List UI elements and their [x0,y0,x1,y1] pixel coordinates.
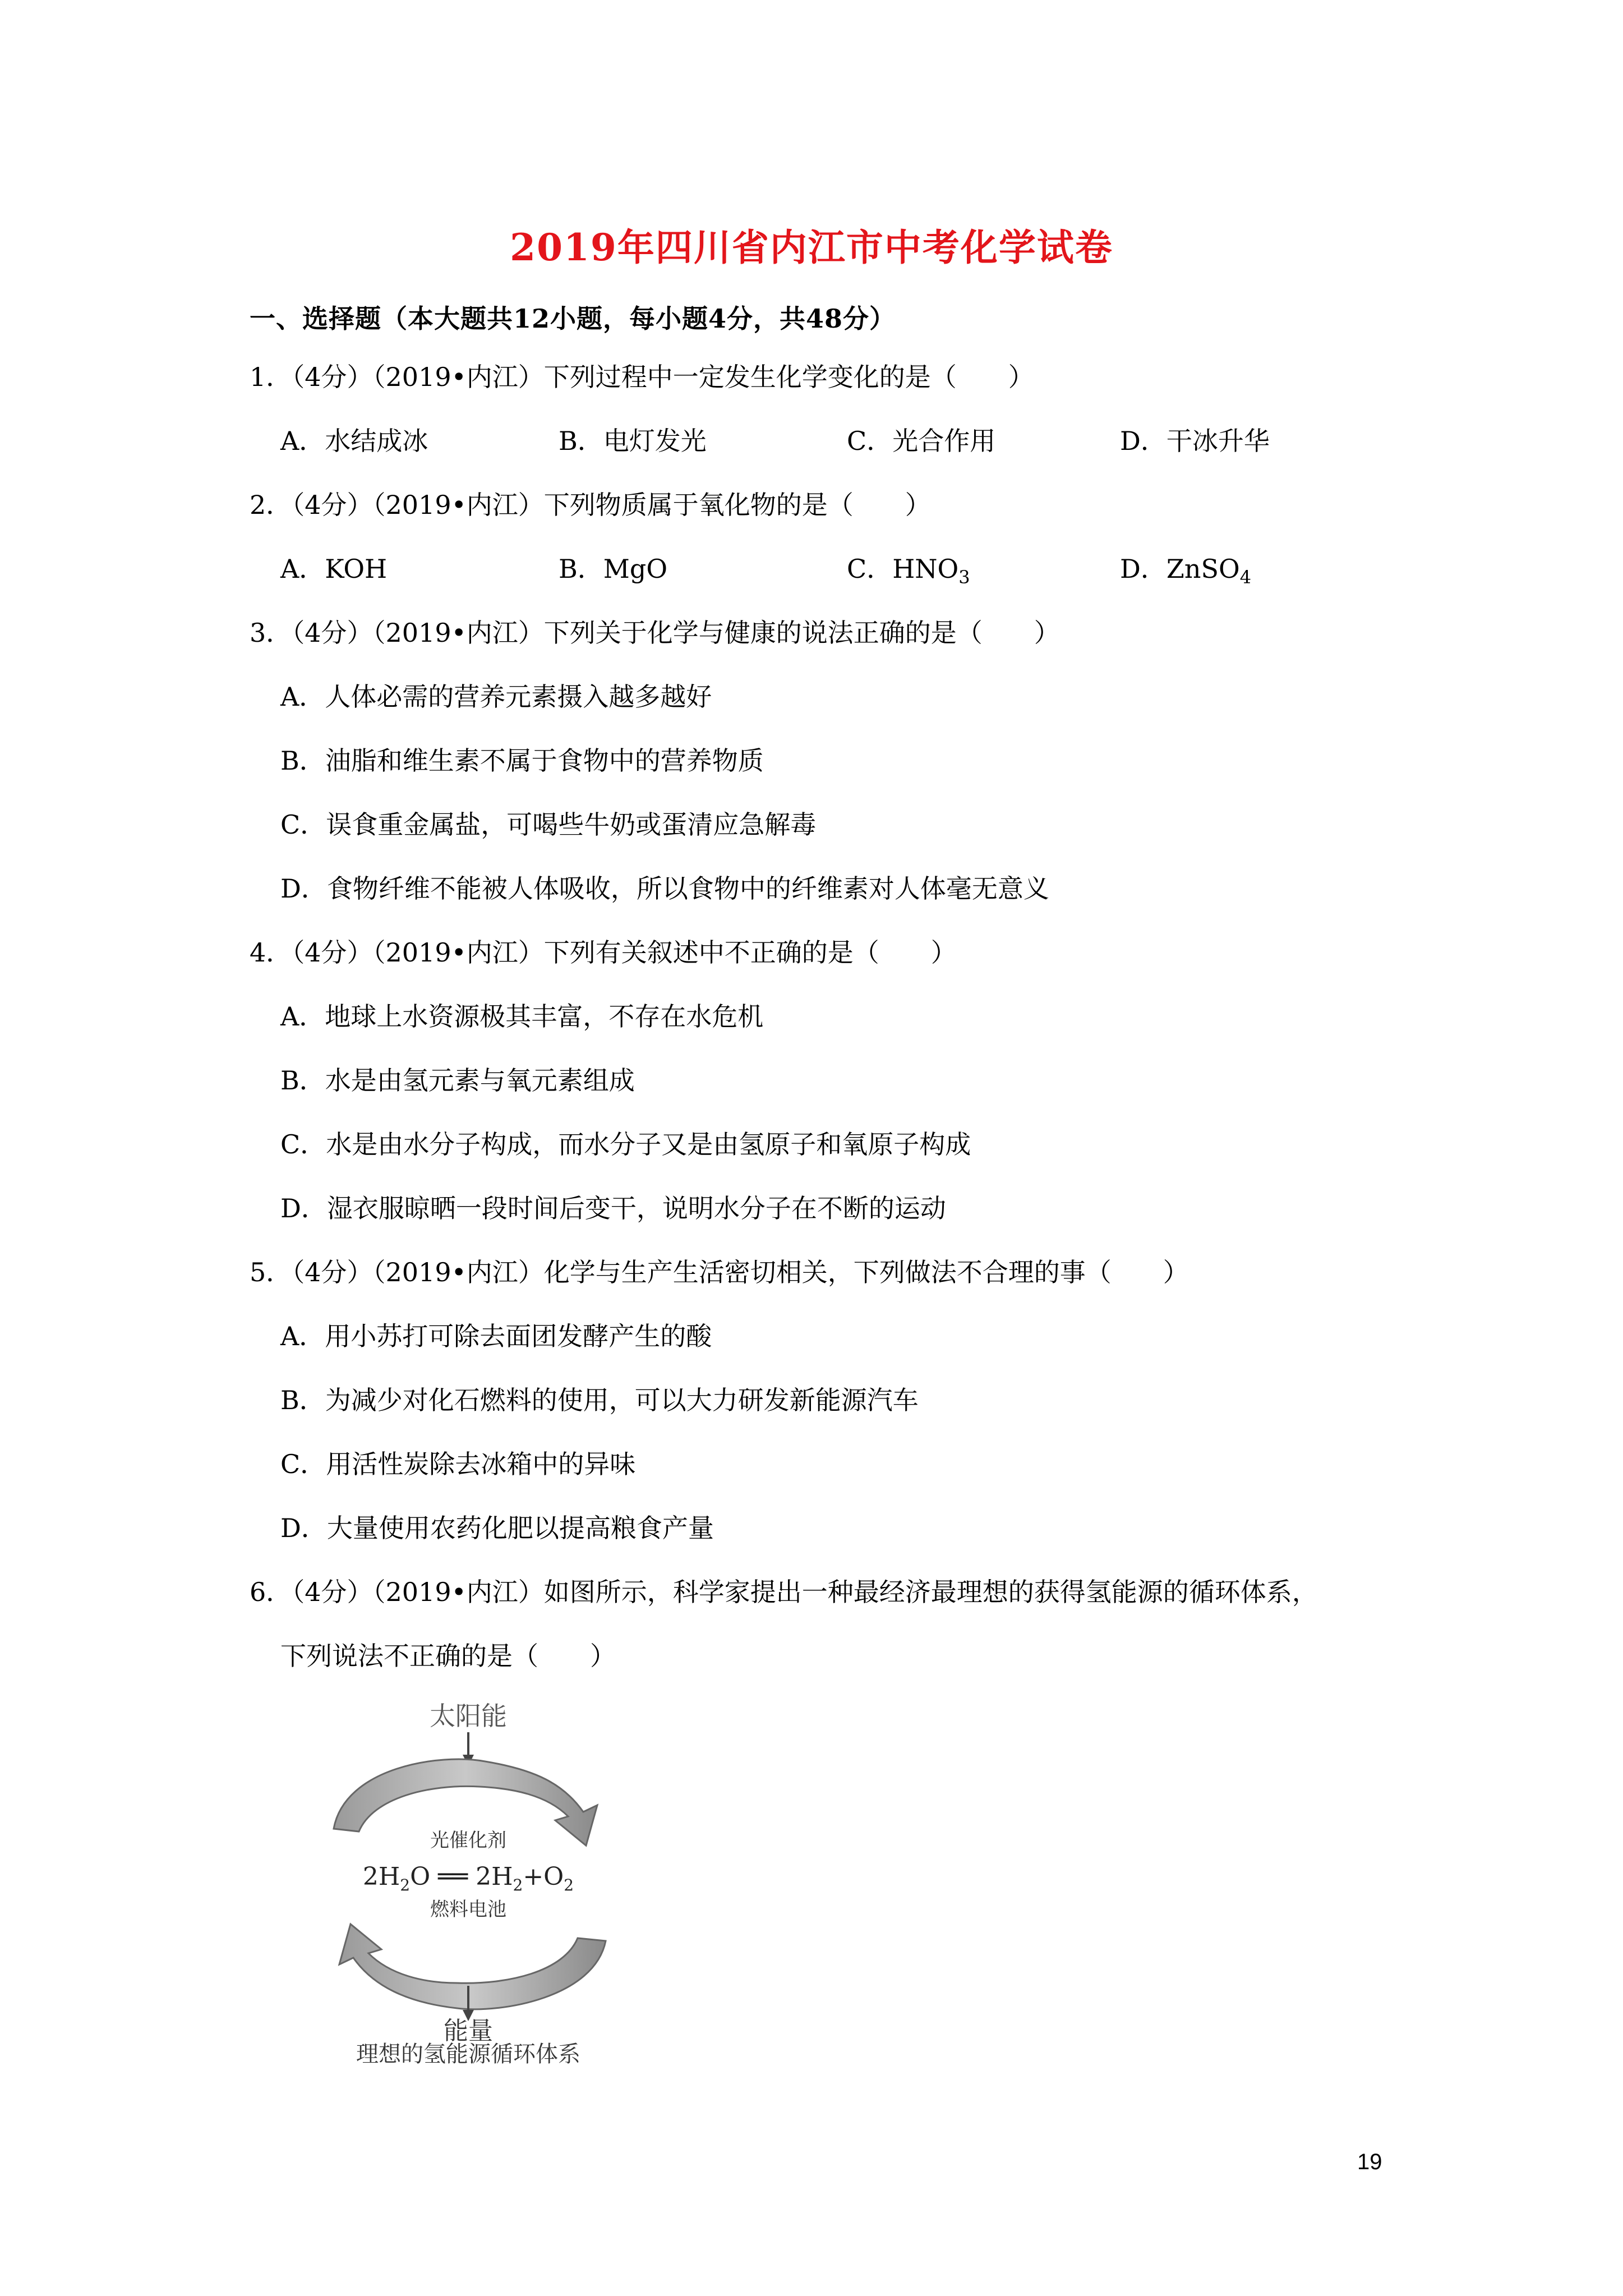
equation-right: +O [523,1862,564,1891]
equation-sub-3: 2 [564,1876,574,1894]
option-c-formula: C．HNO [847,554,959,584]
equation-left: 2H [362,1862,400,1891]
question-5-option-b: B．为减少对化石燃料的使用，可以大力研发新能源汽车 [280,1385,919,1415]
option-d-formula: D．ZnSO [1120,554,1240,584]
question-1-stem: 1．（4分）（2019•内江）下列过程中一定发生化学变化的是（ ） [250,362,1034,392]
option-b: B．MgO [559,554,668,584]
option-d-subscript: 4 [1239,567,1252,588]
question-4-option-d: D．湿衣服晾晒一段时间后变干，说明水分子在不断的运动 [280,1193,946,1223]
water-split-equation [363,1862,574,1894]
equation-sub-2: 2 [513,1876,523,1894]
option-c: C．光合作用 [847,426,996,456]
hydrogen-cycle-diagram [300,1700,637,2064]
option-d: D．干冰升华 [1120,426,1270,456]
question-5-option-c: C．用活性炭除去冰箱中的异味 [280,1449,636,1479]
option-c-subscript: 3 [958,567,970,588]
catalyst-label: 光催化剂 [430,1829,506,1852]
question-6-stem-continued: 下列说法不正确的是（ ） [280,1641,616,1671]
section-header: 一、选择题（本大题共12小题，每小题4分，共48分） [250,303,896,334]
option-a: A．KOH [280,554,388,584]
question-4-option-c: C．水是由水分子构成，而水分子又是由氢原子和氧原子构成 [280,1129,971,1159]
page-title: 2019年四川省内江市中考化学试卷 [510,226,1113,269]
question-4-option-a: A．地球上水资源极其丰富，不存在水危机 [280,1001,764,1032]
question-5-option-d: D．大量使用农药化肥以提高粮食产量 [280,1513,714,1543]
question-3-option-c: C．误食重金属盐，可喝些牛奶或蛋清应急解毒 [280,809,817,840]
question-3-option-b: B．油脂和维生素不属于食物中的营养物质 [280,746,764,776]
option-c [847,552,970,586]
question-5-stem: 5．（4分）（2019•内江）化学与生产生活密切相关，下列做法不合理的事（ ） [250,1257,1189,1287]
question-2-stem: 2．（4分）（2019•内江）下列物质属于氧化物的是（ ） [250,490,931,520]
figure-caption: 理想的氢能源循环体系 [356,2041,580,2064]
question-6-stem: 6．（4分）（2019•内江）如图所示，科学家提出一种最经济最理想的获得氢能源的循环体系， [250,1577,1318,1607]
page-number: 19 [1357,2150,1382,2174]
question-3-option-a: A．人体必需的营养元素摄入越多越好 [280,682,712,712]
question-4-option-b: B．水是由氢元素与氧元素组成 [280,1065,635,1096]
equation-mid: O ══ 2H [410,1862,513,1891]
question-3-stem: 3．（4分）（2019•内江）下列关于化学与健康的说法正确的是（ ） [250,618,1060,648]
option-d [1120,552,1251,586]
solar-energy-label: 太阳能 [430,1701,507,1731]
option-a: A．水结成冰 [280,426,428,456]
energy-label: 能量 [444,2017,493,2045]
option-b: B．电灯发光 [559,426,707,456]
question-5-option-a: A．用小苏打可除去面团发酵产生的酸 [280,1321,712,1351]
fuel-cell-label: 燃料电池 [430,1898,506,1921]
hydrogen-cycle-figure [300,1700,637,2064]
question-3-option-d: D．食物纤维不能被人体吸收，所以食物中的纤维素对人体毫无意义 [280,873,1049,904]
question-4-stem: 4．（4分）（2019•内江）下列有关叙述中不正确的是（ ） [250,937,957,968]
equation-sub-1: 2 [400,1876,411,1894]
lower-cycle-arrow [339,1924,606,2009]
